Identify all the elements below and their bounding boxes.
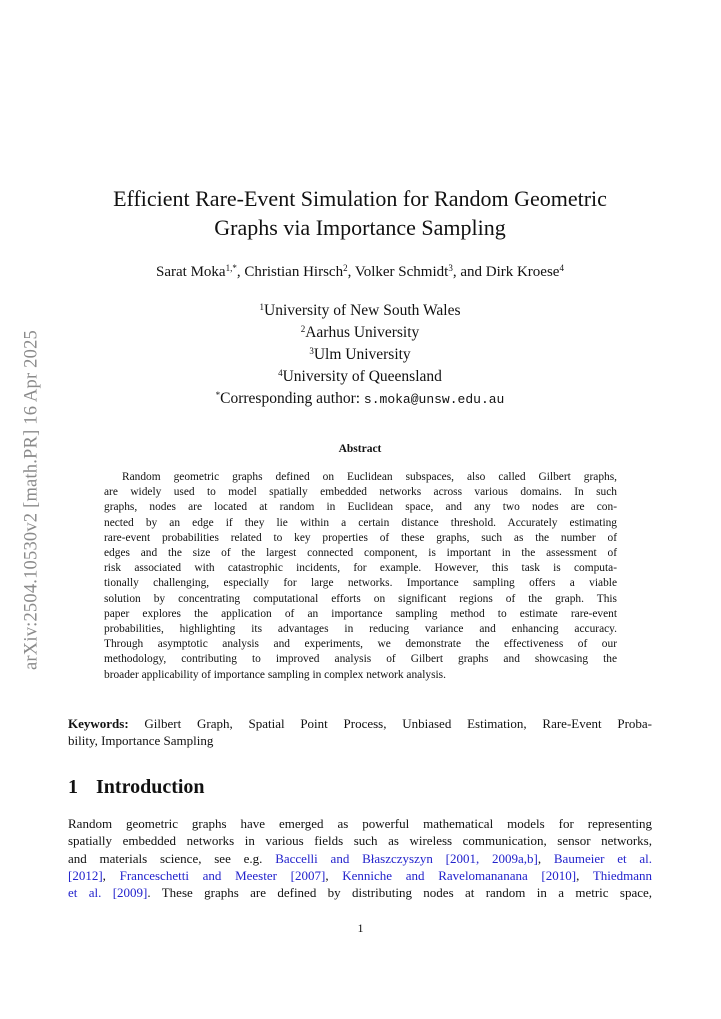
corresponding-author bbox=[60, 388, 660, 411]
author-affil-mark: 2 bbox=[343, 263, 348, 273]
title-line-1: Efficient Rare-Event Simulation for Random Geometric bbox=[113, 186, 607, 211]
abstract-line: tionally challenging, especially for large networks. Importance sampling offers a viable bbox=[104, 577, 617, 590]
citation-link[interactable]: Baccelli and Błaszczyszyn bbox=[275, 850, 433, 866]
author-separator: , bbox=[347, 264, 355, 280]
citation-link[interactable]: et al. [2009] bbox=[68, 885, 148, 901]
intro-text: , bbox=[537, 850, 554, 866]
abstract-line: Through asymptotic analysis and experiments, we demonstrate the effectiveness of our bbox=[104, 638, 617, 651]
abstract-line: rare-event probabilities related to key properties of these graphs, such as the number of bbox=[104, 531, 617, 544]
keywords-line bbox=[68, 715, 652, 732]
citation-link[interactable]: [2001, 2009a,b] bbox=[445, 850, 538, 866]
author-separator: , bbox=[236, 264, 245, 280]
page-number: 1 bbox=[357, 921, 364, 935]
abstract-line: edges and the size of the largest connected component, is important in the assessment of bbox=[104, 547, 617, 560]
intro-text: , bbox=[102, 867, 120, 883]
abstract-line: methodology, contributing to improved analysis of Gilbert graphs and showcasing the bbox=[104, 653, 617, 666]
affiliation-mark: 1 bbox=[259, 302, 264, 312]
intro-line bbox=[68, 884, 652, 901]
section-heading bbox=[68, 776, 205, 799]
abstract-body bbox=[104, 470, 617, 683]
abstract-line: graphs, nodes are located at random in Euclidean space, and any two nodes are con- bbox=[104, 501, 617, 514]
affiliation-mark: 3 bbox=[309, 346, 314, 356]
citation-link[interactable]: Franceschetti and Meester [2007] bbox=[119, 867, 326, 883]
author-name: Christian Hirsch bbox=[244, 264, 344, 280]
paper-title bbox=[60, 184, 660, 242]
affiliation bbox=[60, 300, 660, 322]
author-name: Sarat Moka bbox=[156, 264, 226, 280]
citation-link[interactable]: Baumeier et al. bbox=[553, 850, 652, 866]
affiliation bbox=[60, 322, 660, 344]
affiliation bbox=[60, 344, 660, 366]
affiliation-list bbox=[60, 300, 660, 411]
keywords-line: bility, Importance Sampling bbox=[68, 733, 214, 748]
section-title: Introduction bbox=[96, 776, 205, 798]
abstract-line: are widely used to model spatially embedded networks across various domains. In such bbox=[104, 486, 617, 499]
keywords-text: Gilbert Graph, Spatial Point Process, Unbiased Estimation, Rare-Event Proba- bbox=[144, 716, 652, 731]
intro-line: Random geometric graphs have emerged as powerful mathematical models for representing bbox=[68, 816, 652, 831]
abstract-heading: Abstract bbox=[338, 443, 382, 455]
keywords-label: Keywords: bbox=[68, 716, 129, 731]
keywords-block bbox=[68, 715, 652, 749]
author-name: Dirk Kroese bbox=[485, 264, 560, 280]
affiliation bbox=[60, 366, 660, 388]
abstract-line: broader applicability of importance sampling in complex network analysis. bbox=[104, 668, 446, 681]
citation-link[interactable]: Kenniche and Ravelomananana [2010] bbox=[342, 867, 577, 883]
author-affil-mark: 3 bbox=[448, 263, 453, 273]
intro-text: . These graphs are defined by distributing nodes at random in a metric space, bbox=[147, 885, 653, 901]
citation-link[interactable]: [2012] bbox=[68, 867, 103, 883]
corresponding-mark: * bbox=[215, 390, 221, 400]
intro-text: , bbox=[325, 867, 343, 883]
author-list bbox=[60, 264, 660, 281]
abstract-line: Random geometric graphs defined on Euclidean subspaces, also called Gilbert graphs, bbox=[122, 471, 617, 483]
author-affil-mark: 4 bbox=[559, 263, 564, 273]
author-separator: , and bbox=[452, 264, 486, 280]
author-affil-mark: 1,* bbox=[225, 263, 237, 273]
affiliation-mark: 2 bbox=[300, 324, 306, 334]
author-name: Volker Schmidt bbox=[354, 264, 449, 280]
title-line-2: Graphs via Importance Sampling bbox=[214, 215, 506, 240]
abstract-line: solution by concentrating computational efforts on significant regions of the graph. This bbox=[104, 592, 617, 605]
intro-line bbox=[68, 867, 652, 884]
abstract-line: probabilities, highlighting its advantages in reducing variance and enhancing accuracy. bbox=[104, 623, 617, 636]
affiliation-text: University of New South Wales bbox=[264, 302, 461, 319]
affiliation-mark: 4 bbox=[278, 368, 283, 378]
intro-text: , bbox=[576, 867, 593, 883]
citation-link[interactable]: Thiedmann bbox=[592, 867, 653, 883]
corresponding-label: Corresponding author: bbox=[220, 390, 364, 407]
arxiv-identifier: arXiv:2504.10530v2 [math.PR] 16 Apr 2025 bbox=[21, 330, 42, 670]
intro-text: and materials science, see e.g. bbox=[68, 850, 276, 866]
abstract-line: paper explores the application of an importance sampling method to estimate rare-event bbox=[104, 607, 617, 620]
abstract-line: nected by an edge if they lie within a certain distance threshold. Accurately estimating bbox=[104, 516, 617, 529]
corresponding-email[interactable]: s.moka@unsw.edu.au bbox=[363, 392, 505, 407]
intro-paragraph bbox=[68, 815, 652, 901]
affiliation-text: Aarhus University bbox=[305, 324, 420, 341]
abstract-line: risk associated with catastrophic incidents, for example. However, this task is computa- bbox=[104, 562, 617, 575]
section-number: 1 bbox=[68, 776, 78, 798]
arxiv-sidebar-stamp bbox=[17, 300, 47, 700]
affiliation-text: Ulm University bbox=[313, 346, 411, 363]
affiliation-text: University of Queensland bbox=[282, 368, 442, 385]
intro-line: spatially embedded networks in various fields such as wireless communication, sensor networks, bbox=[68, 833, 652, 849]
intro-line bbox=[68, 850, 652, 867]
